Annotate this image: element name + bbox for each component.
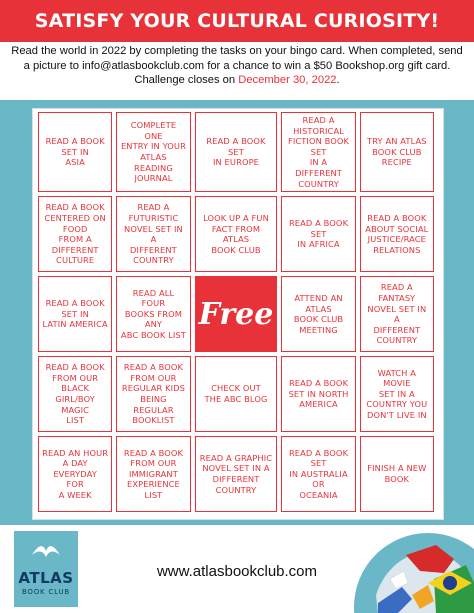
globe-flags-icon bbox=[316, 525, 474, 613]
bird-logo-icon bbox=[30, 537, 62, 565]
cell-text: READ ALL FOUR BOOKS FROM ANY ABC BOOK LIST bbox=[120, 287, 186, 340]
cell-text: COMPLETE ONE ENTRY IN YOUR ATLAS READING JOURNAL bbox=[120, 120, 186, 184]
cell-text: LOOK UP A FUN FACT FROM ATLAS BOOK CLUB bbox=[203, 212, 269, 255]
cell-text: READ A HISTORICAL FICTION BOOK SET IN A DIFFERENT COUNTRY bbox=[287, 115, 350, 189]
free-space-cell bbox=[195, 276, 278, 352]
logo-subtitle: BOOK CLUB bbox=[21, 588, 71, 596]
bingo-cell bbox=[116, 436, 190, 512]
bingo-cell bbox=[360, 112, 434, 192]
bingo-cell bbox=[281, 356, 355, 432]
bingo-cell bbox=[360, 276, 434, 352]
cell-text: READ A BOOK SET IN EUROPE bbox=[206, 136, 266, 168]
cell-text: READ A BOOK SET IN NORTH AMERICA bbox=[288, 378, 349, 410]
cell-text: READ A BOOK CENTERED ON FOOD FROM A DIFFERENT CULTURE bbox=[44, 202, 106, 266]
bingo-cell bbox=[38, 436, 112, 512]
bingo-cell bbox=[195, 356, 278, 432]
bingo-cell bbox=[360, 356, 434, 432]
bingo-cell bbox=[38, 276, 112, 352]
intro-paragraph bbox=[8, 44, 466, 88]
deadline-date: December 30, 2022 bbox=[238, 74, 337, 86]
bingo-cell bbox=[281, 276, 355, 352]
bingo-cell bbox=[38, 196, 112, 272]
intro-text: Read the world in 2022 by completing the tasks on your bingo card. When completed, send a picture to info@atlasbookclub.com for a chance to win a $50 Bookshop.org gift card. Challenge closes on bbox=[11, 45, 463, 86]
bingo-cell bbox=[360, 436, 434, 512]
bingo-cell bbox=[281, 196, 355, 272]
bingo-cell bbox=[281, 436, 355, 512]
header-banner bbox=[0, 0, 474, 42]
bingo-cell bbox=[360, 196, 434, 272]
cell-text: READ A BOOK FROM OUR BLACK GIRL/BOY MAGIC LIST bbox=[45, 362, 105, 426]
bingo-cell bbox=[281, 112, 355, 192]
bingo-cell bbox=[38, 356, 112, 432]
bingo-cell bbox=[116, 276, 190, 352]
cell-text: READ A BOOK ABOUT SOCIAL JUSTICE/RACE RELATIONS bbox=[365, 212, 429, 255]
cell-text: READ A BOOK SET IN ASIA bbox=[45, 136, 105, 168]
cell-text: WATCH A MOVIE SET IN A COUNTRY YOU DON'T LIVE IN bbox=[366, 367, 428, 420]
cell-text: READ AN HOUR A DAY EVERYDAY FOR A WEEK bbox=[42, 447, 109, 500]
bingo-cell bbox=[195, 196, 278, 272]
bingo-cell bbox=[116, 196, 190, 272]
website-link[interactable]: www.atlasbookclub.com bbox=[156, 563, 318, 580]
cell-text: READ A FANTASY NOVEL SET IN A DIFFERENT COUNTRY bbox=[367, 282, 427, 346]
bingo-cell bbox=[116, 112, 190, 192]
cell-text: ATTEND AN ATLAS BOOK CLUB MEETING bbox=[293, 292, 344, 335]
page-title: SATISFY YOUR CULTURAL CURIOSITY! bbox=[34, 10, 440, 32]
intro-end: . bbox=[336, 74, 340, 86]
cell-text: READ A BOOK SET IN AFRICA bbox=[288, 218, 349, 250]
cell-text: READ A FUTURISTIC NOVEL SET IN A DIFFERENT COUNTRY bbox=[124, 202, 183, 266]
cell-text: READ A GRAPHIC NOVEL SET IN A DIFFERENT COUNTRY bbox=[199, 452, 273, 495]
cell-text: READ A BOOK FROM OUR IMMIGRANT EXPERIENCE LIST bbox=[123, 447, 184, 500]
bingo-cell bbox=[116, 356, 190, 432]
cell-text: READ A BOOK SET IN LATIN AMERICA bbox=[42, 298, 108, 330]
free-space-label: Free bbox=[198, 296, 274, 332]
bingo-cell bbox=[38, 112, 112, 192]
cell-text: FINISH A NEW BOOK bbox=[367, 463, 427, 485]
cell-text: READ A BOOK SET IN AUSTRALIA OR OCEANIA bbox=[288, 447, 349, 500]
bingo-cell bbox=[195, 112, 278, 192]
bingo-grid bbox=[38, 112, 434, 512]
cell-text: TRY AN ATLAS BOOK CLUB RECIPE bbox=[367, 136, 427, 168]
bingo-cell bbox=[195, 436, 278, 512]
cell-text: READ A BOOK FROM OUR REGULAR KIDS BEING REGULAR BOOKLIST bbox=[121, 362, 186, 426]
logo-name: ATLAS bbox=[18, 569, 74, 587]
cell-text: CHECK OUT THE ABC BLOG bbox=[204, 383, 268, 405]
